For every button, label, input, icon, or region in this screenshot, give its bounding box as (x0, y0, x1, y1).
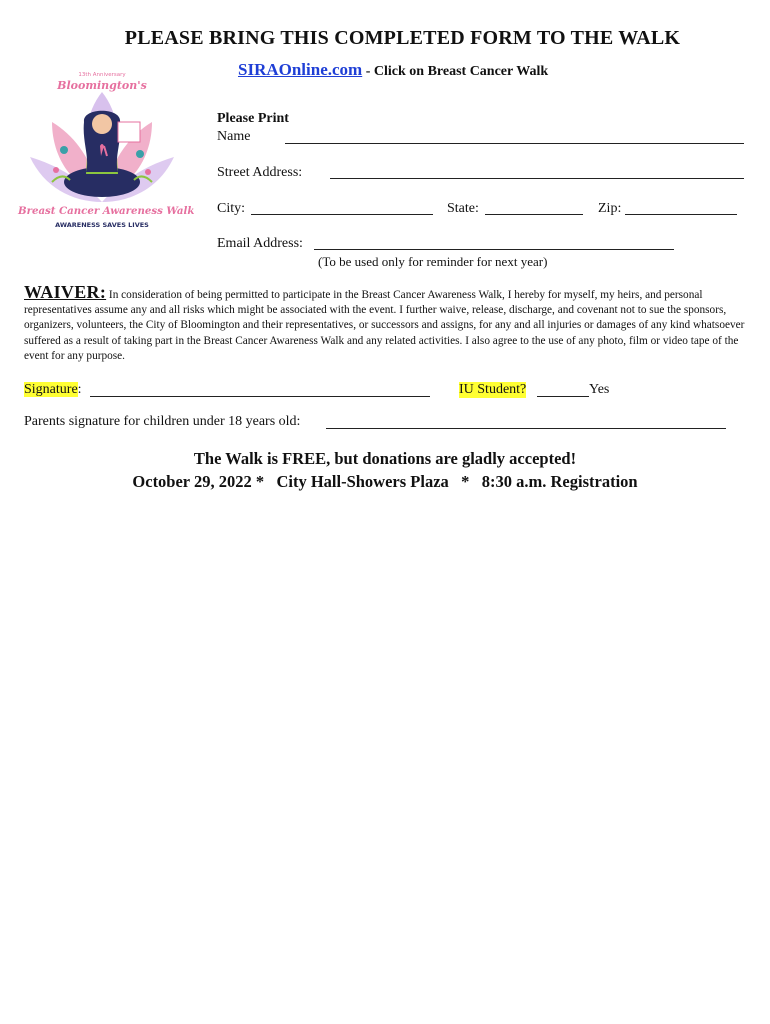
yes-label: Yes (589, 382, 610, 397)
parents-signature-field[interactable] (326, 428, 726, 429)
signature-label: Signature (24, 382, 78, 397)
website-instruction: Click on Breast Cancer Walk (373, 64, 549, 79)
state-field[interactable] (485, 214, 583, 215)
form-title: PLEASE BRING THIS COMPLETED FORM TO THE WALK (124, 27, 681, 49)
logo-city: Bloomington's (57, 79, 147, 92)
parents-signature-label: Parents signature for children under 18 years old: (24, 414, 301, 429)
zip-label: Zip: (598, 201, 622, 216)
event-details-line: October 29, 2022 * City Hall-Showers Plaza * 8:30 a.m. Registration (132, 472, 638, 491)
street-address-label: Street Address: (217, 165, 303, 180)
email-label: Email Address: (217, 236, 303, 251)
email-note: (To be used only for reminder for next year) (318, 254, 548, 269)
website-link[interactable]: SIRAOnline.com (238, 60, 363, 79)
name-label: Name (217, 129, 251, 144)
zip-field[interactable] (625, 214, 737, 215)
city-label: City: (217, 201, 246, 216)
iu-student-label: IU Student? (459, 382, 527, 397)
signature-row (24, 382, 82, 398)
street-address-field[interactable] (330, 178, 744, 179)
website-separator: - (362, 64, 374, 79)
waiver-heading: WAIVER: (24, 282, 107, 302)
logo-tagline: AWARENESS SAVES LIVES (55, 221, 149, 229)
logo-title: Breast Cancer Awareness Walk (18, 205, 195, 217)
please-print-label: Please Print (217, 111, 289, 126)
logo-anniversary: 13th Anniversary (78, 72, 126, 78)
iu-student-field[interactable] (537, 396, 589, 397)
name-field[interactable] (285, 143, 744, 144)
city-field[interactable] (251, 214, 433, 215)
waiver-block (24, 282, 754, 364)
waiver-text: In consideration of being permitted to participate in the Breast Cancer Awareness Walk, I hereby for myself, my heirs, and personal representatives assume any and all risks which might be associated with the event. I further waive, release, discharge, and covenant not to sue the sponsors, organizers, volunteers, the City of Bloomington and their representatives, or successors and assigns, for any and all injuries or damages of any kind whatsoever suffered as a result of taking part in the Breast Cancer Awareness Walk and any related activities. I also agree to the use of any photo, film or video tape of the event for any purpose. (24, 289, 745, 362)
signature-colon: : (77, 382, 82, 397)
walk-logo (18, 62, 195, 237)
free-walk-line: The Walk is FREE, but donations are gladly accepted! (193, 449, 577, 468)
state-label: State: (447, 201, 479, 216)
signature-field[interactable] (90, 396, 430, 397)
email-field[interactable] (314, 249, 674, 250)
website-line (238, 60, 548, 80)
